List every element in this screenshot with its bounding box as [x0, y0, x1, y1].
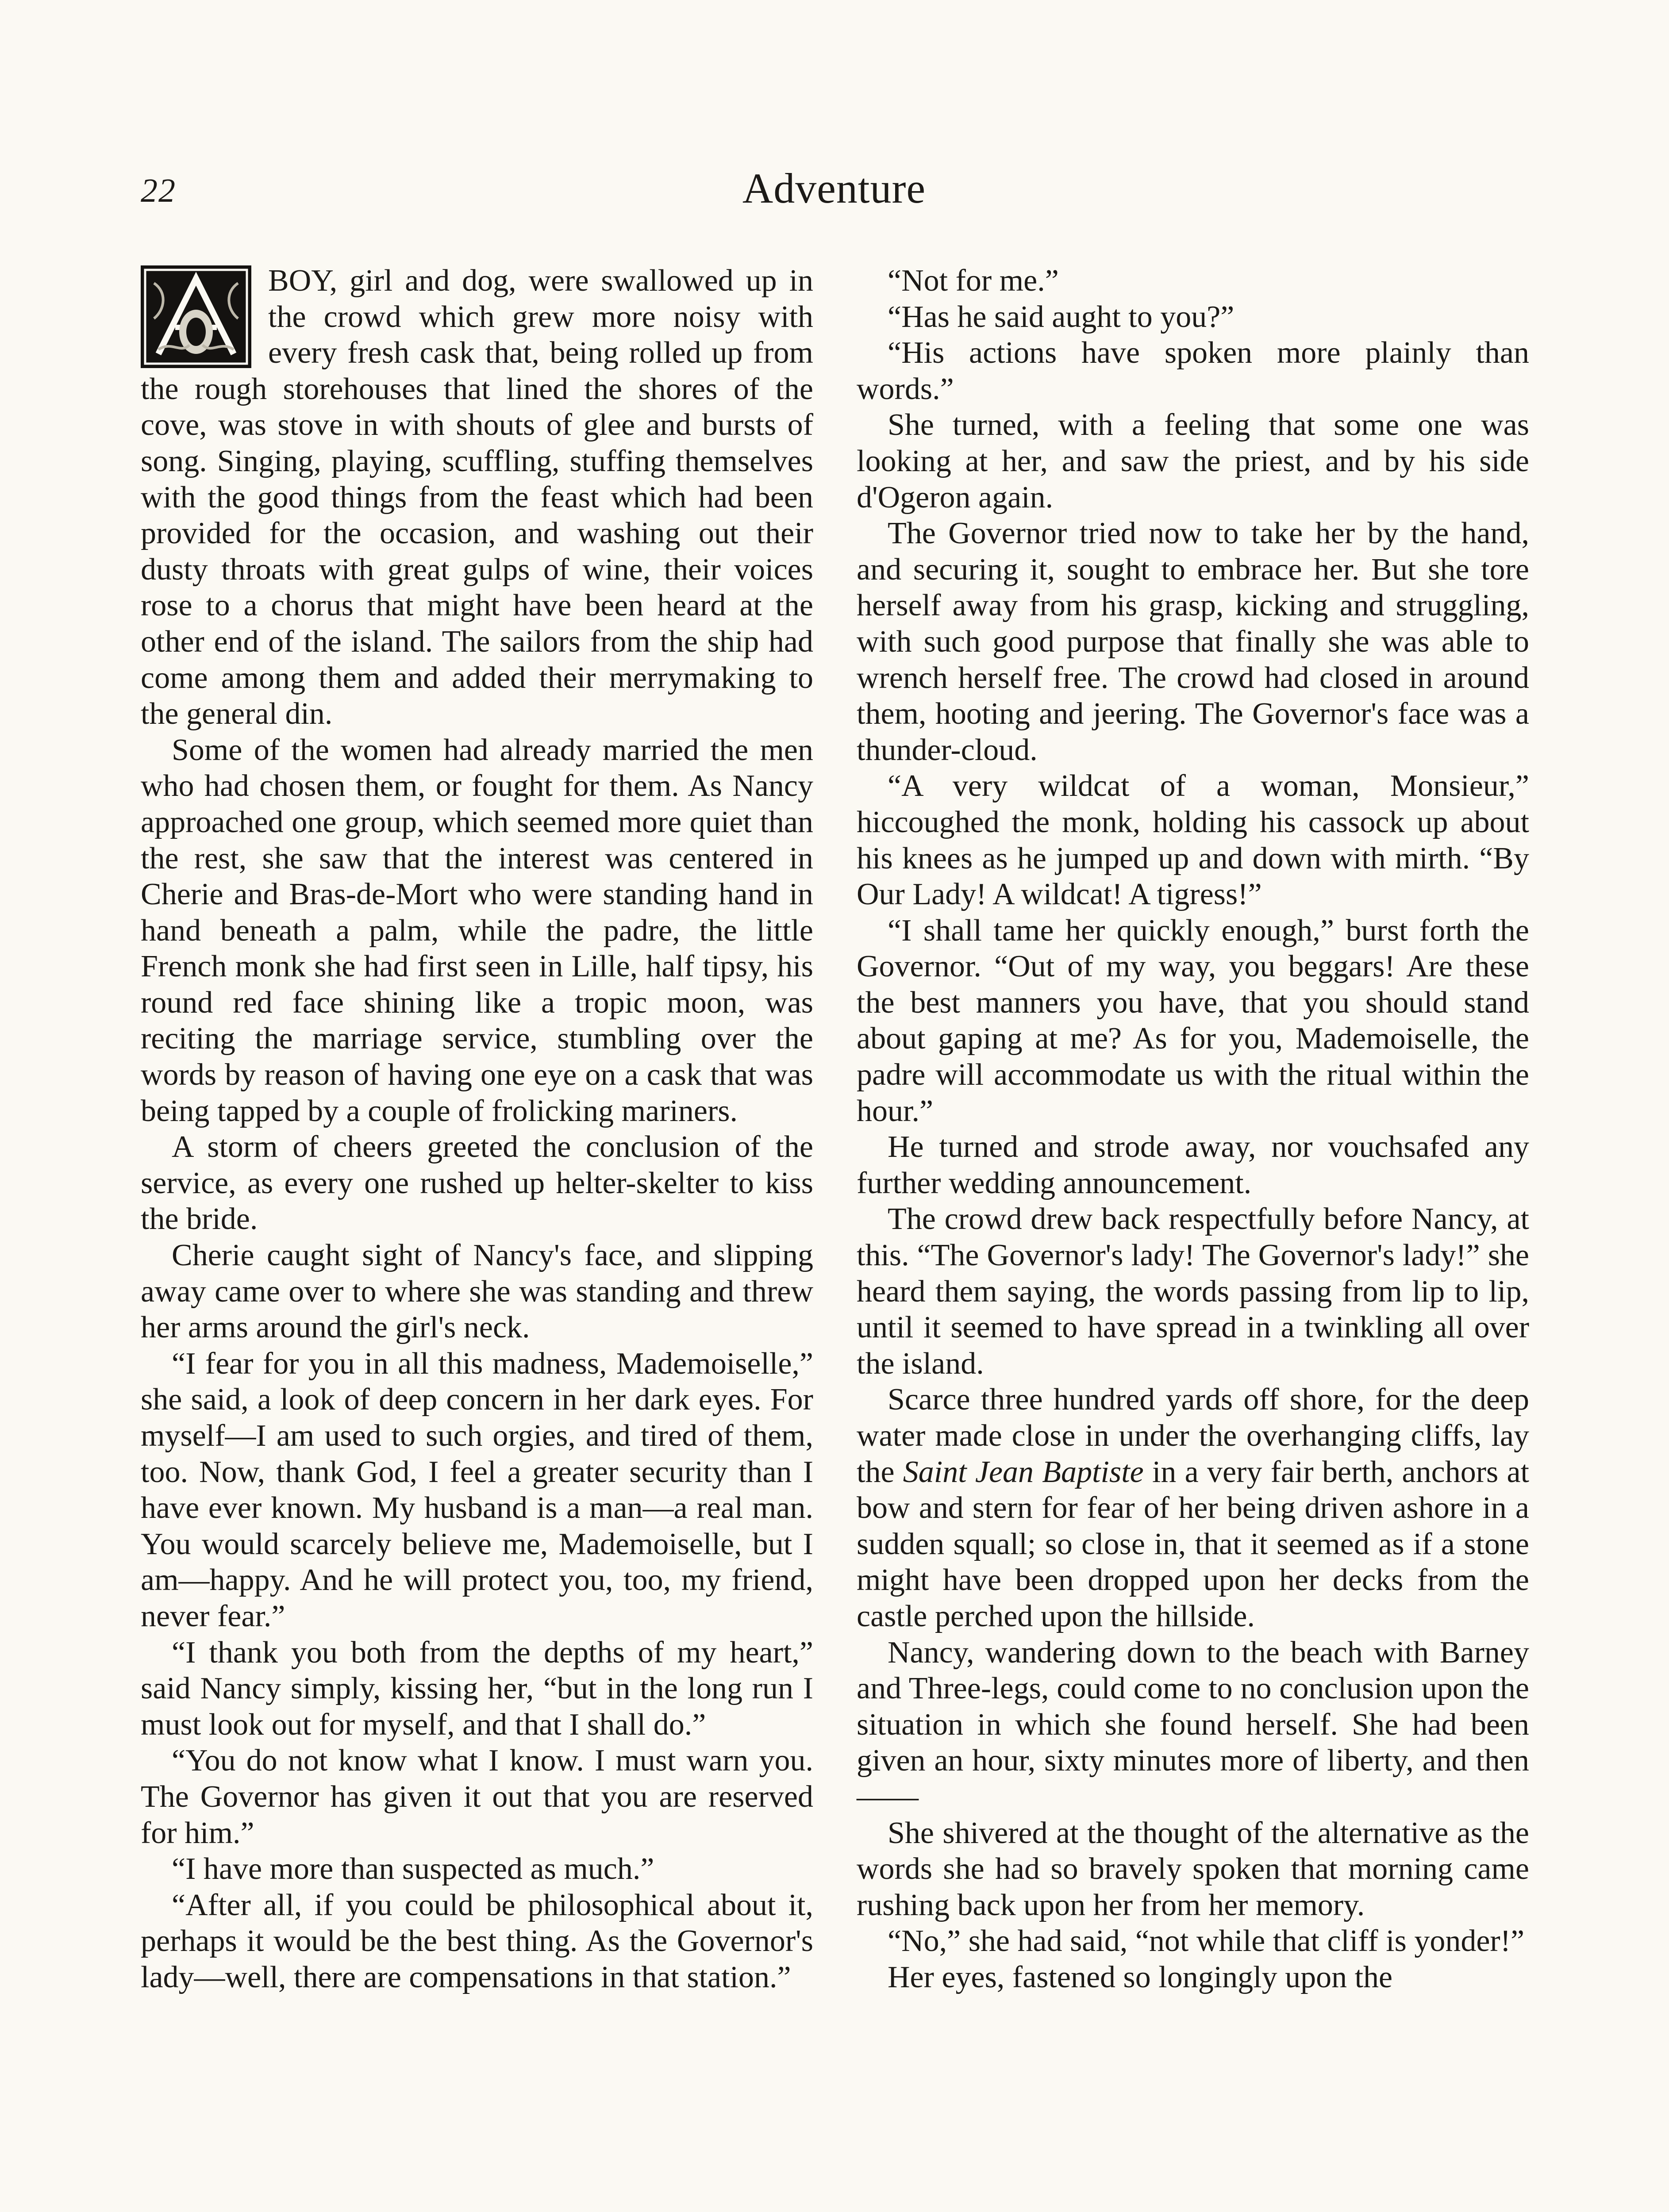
- paragraph: “I fear for you in all this madness, Mademoiselle,” she said, a look of deep concern in her dark eyes. For myself—I am used to such orgies, and tired of them, too. Now, thank God, I feel a greater security than I have ever known. My husband is a man—a real man. You would scarcely believe me, Mademoiselle, but I am—happy. And he will protect you, too, my friend, never fear.”: [141, 1346, 813, 1633]
- right-column: [857, 263, 1529, 1996]
- text-run: in a very fair berth, anchors at bow and stern for fear of her being driven ashore in a sudden squall; so close in, that it seemed as if a stone might have been dropped upon her decks from the castle perched upon the hillside.: [857, 1455, 1530, 1633]
- paragraph: He turned and strode away, nor vouchsafed any further wedding announcement.: [857, 1130, 1529, 1200]
- paragraph: Nancy, wandering down to the beach with Barney and Three-legs, could come to no conclusion upon the situation in which she found herself. She had been given an hour, sixty minutes more of liberty, and then——: [857, 1635, 1529, 1814]
- text-run: Scarce three hundred yards off shore, for the deep water made close in under the overhanging cliffs, lay the: [857, 1382, 1529, 1489]
- dropcap-ornament: [141, 265, 251, 368]
- page-header: [141, 164, 1527, 221]
- paragraph: Cherie caught sight of Nancy's face, and slipping away came over to where she was standing and threw her arms around the girl's neck.: [141, 1238, 813, 1345]
- page-number: 22: [141, 172, 176, 209]
- left-column: [141, 263, 813, 1996]
- running-title: Adventure: [742, 165, 926, 212]
- paragraph: “After all, if you could be philosophical about it, perhaps it would be the best thing. As the Governor's lady—well, there are compensations in that station.”: [141, 1888, 813, 1994]
- ornamental-initial-a-icon: [141, 265, 251, 368]
- paragraph: “His actions have spoken more plainly than words.”: [857, 336, 1529, 406]
- paragraph: “I thank you both from the depths of my heart,” said Nancy simply, kissing her, “but in the long run I must look out for myself, and that I shall do.”: [141, 1635, 813, 1742]
- paragraph: “No,” she had said, “not while that cliff is yonder!”: [888, 1924, 1525, 1959]
- paragraph: [857, 1382, 1529, 1634]
- paragraph: She shivered at the thought of the alternative as the words she had so bravely spoken that morning came rushing back upon her from her memory.: [857, 1816, 1529, 1922]
- paragraph: The Governor tried now to take her by the hand, and securing it, sought to embrace her. But she tore herself away from his grasp, kicking and struggling, with such good purpose that finally she was able to wrench herself free. The crowd had closed in around them, hooting and jeering. The Governor's face was a thunder-cloud.: [857, 516, 1529, 767]
- paragraph: Her eyes, fastened so longingly upon the: [888, 1960, 1393, 1994]
- ship-name: Saint Jean Baptiste: [903, 1455, 1144, 1489]
- paragraph: BOY, girl and dog, were swallowed up in the crowd which grew more noisy with every fresh cask that, being rolled up from the rough storehouses that lined the shores of the cove, was stove in with shouts of glee and bursts of song. Singing, playing, scuffling, stuffing themselves with the good things from the feast which had been provided for the occasion, and washing out their dusty throats with great gulps of wine, their voices rose to a chorus that might have been heard at the other end of the island. The sailors from the ship had come among them and added their merrymaking to the general din.: [141, 264, 813, 731]
- paragraph: “You do not know what I know. I must warn you. The Governor has given it out that you are reserved for him.”: [141, 1743, 813, 1850]
- paragraph: “A very wildcat of a woman, Monsieur,” hiccoughed the monk, holding his cassock up about his knees as he jumped up and down with mirth. “By Our Lady! A wildcat! A tigress!”: [857, 769, 1529, 912]
- paragraph: Some of the women had already married the men who had chosen them, or fought for them. As Nancy approached one group, which seemed more quiet than the rest, she saw that the interest was centered in Cherie and Bras-de-Mort who were standing hand in hand beneath a palm, while the padre, the little French monk she had first seen in Lille, half tipsy, his round red face shining like a tropic moon, was reciting the marriage service, stumbling over the words by reason of having one eye on a cask that was being tapped by a couple of frolicking mariners.: [141, 733, 813, 1128]
- paragraph: A storm of cheers greeted the conclusion of the service, as every one rushed up helter-skelter to kiss the bride.: [141, 1130, 813, 1237]
- paragraph: “I have more than suspected as much.”: [172, 1852, 654, 1886]
- paragraph: The crowd drew back respectfully before Nancy, at this. “The Governor's lady! The Governor's lady!” she heard them saying, the words passing from lip to lip, until it seemed to have spread in a twinkling all over the island.: [857, 1202, 1529, 1381]
- paragraph: “I shall tame her quickly enough,” burst forth the Governor. “Out of my way, you beggars! Are these the best manners you have, that you should stand about gaping at me? As for you, Mademoiselle, the padre will accommodate us with the ritual within the hour.”: [857, 913, 1529, 1128]
- paragraph: “Has he said aught to you?”: [888, 300, 1234, 334]
- paragraph: She turned, with a feeling that some one was looking at her, and saw the priest, and by his side d'Ogeron again.: [857, 408, 1529, 515]
- paragraph: “Not for me.”: [888, 264, 1059, 298]
